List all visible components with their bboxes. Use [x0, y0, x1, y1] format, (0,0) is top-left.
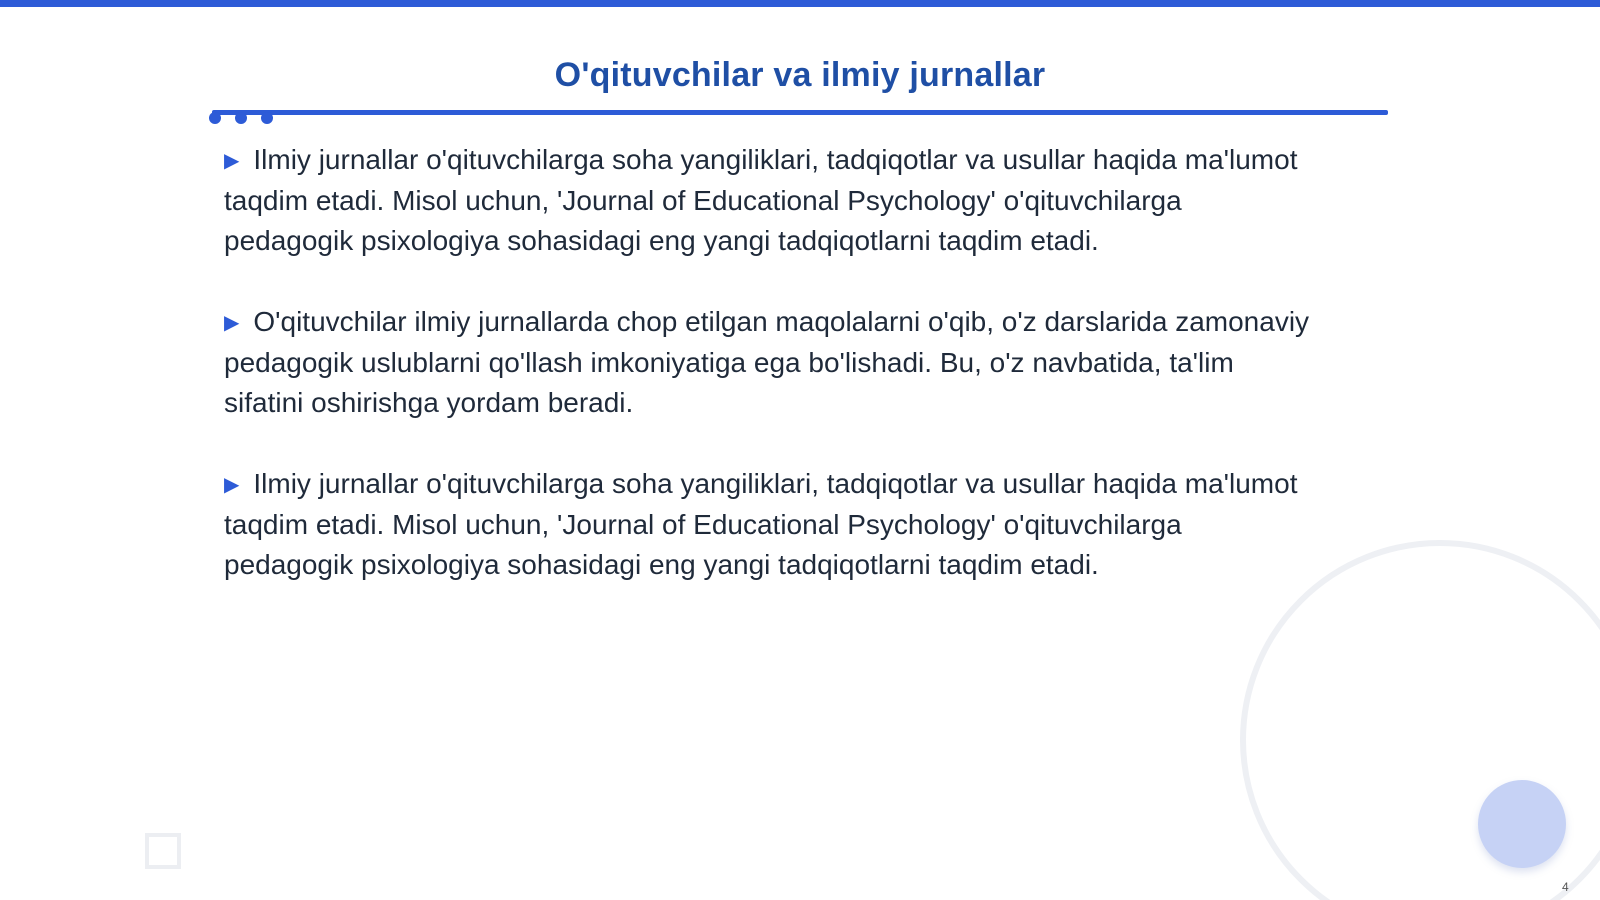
bullet-item: [224, 302, 1314, 423]
bullet-text: Ilmiy jurnallar o'qituvchilarga soha yangiliklari, tadqiqotlar va usullar haqida ma'lumot taqdim etadi. Misol uchun, 'Journal of Educational Psychology' o'qituvchilarga pedagogik psixologiya sohasidagi eng yangi tadqiqotlarni taqdim etadi.: [224, 468, 1298, 580]
underline-dot: [209, 112, 221, 124]
triangle-right-icon: ▶: [224, 150, 240, 172]
underline-dot: [235, 112, 247, 124]
underline-dot: [261, 112, 273, 124]
bullet-text: Ilmiy jurnallar o'qituvchilarga soha yangiliklari, tadqiqotlar va usullar haqida ma'lumot taqdim etadi. Misol uchun, 'Journal of Educational Psychology' o'qituvchilarga pedagogik psixologiya sohasidagi eng yangi tadqiqotlarni taqdim etadi.: [224, 144, 1298, 256]
top-accent-bar: [0, 0, 1600, 7]
decorative-circle: [1478, 780, 1566, 868]
bullet-item: [224, 140, 1314, 261]
slide-title: O'qituvchilar va ilmiy jurnallar: [554, 56, 1046, 94]
triangle-right-icon: ▶: [224, 312, 240, 334]
bullet-item: [224, 464, 1314, 585]
bullet-list: [224, 140, 1314, 626]
bullet-text: O'qituvchilar ilmiy jurnallarda chop etilgan maqolalarni o'qib, o'z darslarida zamonaviy pedagogik uslublarni qo'llash imkoniyatiga ega bo'lishadi. Bu, o'z navbatida, ta'lim sifatini oshirishga yordam beradi.: [224, 306, 1310, 418]
title-underline: [212, 110, 1388, 115]
decorative-square: [145, 833, 181, 869]
page-number: 4: [1562, 880, 1569, 894]
triangle-right-icon: ▶: [224, 474, 240, 496]
